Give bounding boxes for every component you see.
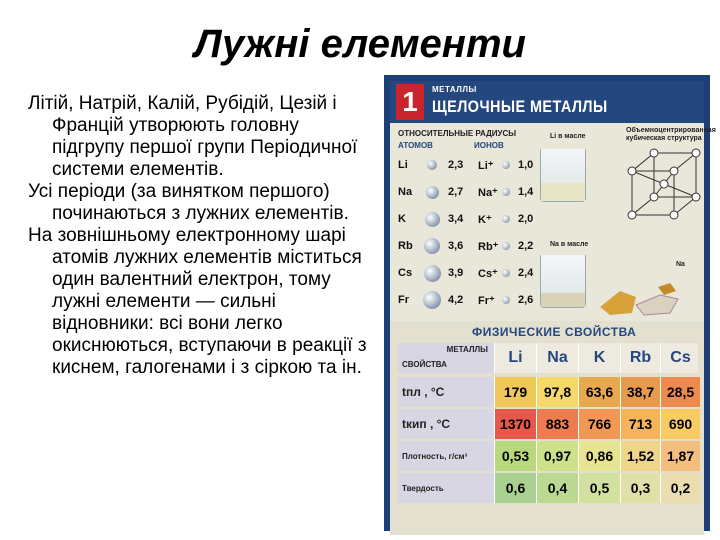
element-symbol: Cs <box>398 267 413 279</box>
poster-subtitle: МЕТАЛЛЫ <box>432 85 477 94</box>
radii-row <box>398 207 538 231</box>
ion-symbol: Li⁺ <box>478 160 494 172</box>
poster-number: 1 <box>396 84 424 120</box>
property-value: 0,3 <box>620 473 660 503</box>
bcc-lattice-icon <box>626 145 704 237</box>
radii-title: ОТНОСИТЕЛЬНЫЕ РАДИУСЫ <box>398 129 517 138</box>
ion-symbol: K⁺ <box>478 214 492 226</box>
metal-column-header: Rb <box>620 343 660 373</box>
property-value: 1,87 <box>660 441 700 471</box>
physical-title: ФИЗИЧЕСКИЕ СВОЙСТВА <box>472 325 637 339</box>
ion-sphere-icon <box>502 188 510 196</box>
element-symbol: K <box>398 213 406 225</box>
paragraph-2: Усі періоди (за винятком першого) починаються з лужних елементів. <box>28 181 349 224</box>
body-text <box>28 93 368 379</box>
ion-radius: 2,2 <box>518 240 534 252</box>
ion-symbol: Cs⁺ <box>478 268 498 280</box>
element-symbol: Rb <box>398 240 413 252</box>
na-metal-label: Na <box>676 261 685 268</box>
property-value: 0,6 <box>494 473 536 503</box>
property-value: 0,97 <box>536 441 578 471</box>
metal-column-header: Cs <box>660 343 700 373</box>
table-row <box>398 473 698 503</box>
table-header-row <box>398 343 698 373</box>
property-value: 63,6 <box>578 377 620 407</box>
property-value: 28,5 <box>660 377 700 407</box>
property-value: 0,86 <box>578 441 620 471</box>
property-value: 179 <box>494 377 536 407</box>
table-row <box>398 409 698 439</box>
property-value: 713 <box>620 409 660 439</box>
table-row <box>398 377 698 407</box>
paragraph-3: На зовнішньому електронному шарі атомів лужних елементів міститься один валентний електрон, тому лужні елементи — сильні відновники: всі вони легко окиснюються, вступаючи в реакції з киснем, галогенами і з сіркою та ін. <box>28 225 367 378</box>
alkali-metals-poster <box>384 75 716 531</box>
atom-radius: 3,4 <box>448 213 464 225</box>
ion-sphere-icon <box>502 215 510 223</box>
radii-row <box>398 180 538 204</box>
radii-row <box>398 261 538 285</box>
radii-atoms-label: АТОМОВ <box>398 141 433 150</box>
property-value: 0,4 <box>536 473 578 503</box>
property-value: 1,52 <box>620 441 660 471</box>
ion-radius: 1,0 <box>518 159 534 171</box>
li-oil-label: Li в масле <box>550 133 586 140</box>
poster-banner <box>390 81 704 123</box>
atom-radius: 3,6 <box>448 240 464 252</box>
property-value: 883 <box>536 409 578 439</box>
property-value: 766 <box>578 409 620 439</box>
metal-column-header: Na <box>536 343 578 373</box>
ion-radius: 2,0 <box>518 213 534 225</box>
property-label: Плотность, г/см³ <box>398 441 494 471</box>
corner-properties-label: СВОЙСТВА <box>402 360 447 369</box>
property-value: 0,53 <box>494 441 536 471</box>
ion-sphere-icon <box>502 242 510 250</box>
property-value: 0,5 <box>578 473 620 503</box>
crystal-label: Объемноцентрированная кубическая структура <box>626 127 716 142</box>
metal-column-header: K <box>578 343 620 373</box>
physical-properties-panel <box>390 321 704 535</box>
ion-symbol: Rb⁺ <box>478 241 499 253</box>
table-row <box>398 441 698 471</box>
ion-radius: 2,4 <box>518 267 534 279</box>
property-label: Твердость <box>398 473 494 503</box>
ion-sphere-icon <box>502 296 510 304</box>
atom-sphere-icon <box>427 160 437 170</box>
ion-sphere-icon <box>502 161 510 169</box>
atom-sphere-icon <box>424 265 441 282</box>
corner-metals-label: МЕТАЛЛЫ <box>446 345 488 354</box>
property-value: 38,7 <box>620 377 660 407</box>
atom-radius: 2,3 <box>448 159 464 171</box>
ion-symbol: Na⁺ <box>478 187 498 199</box>
table-corner <box>398 343 494 373</box>
radii-row <box>398 234 538 258</box>
property-value: 690 <box>660 409 700 439</box>
ion-radius: 2,6 <box>518 294 534 306</box>
element-symbol: Fr <box>398 294 409 306</box>
radii-row <box>398 153 538 177</box>
metal-column-header: Li <box>494 343 536 373</box>
page-title: Лужні елементи <box>194 22 526 66</box>
atom-sphere-icon <box>426 186 439 199</box>
property-value: 97,8 <box>536 377 578 407</box>
property-value: 1370 <box>494 409 536 439</box>
li-beaker-icon <box>540 149 586 202</box>
atom-sphere-icon <box>424 238 440 254</box>
atom-sphere-icon <box>425 212 440 227</box>
element-symbol: Li <box>398 159 408 171</box>
paragraph-1: Літій, Натрій, Калій, Рубідій, Цезій і Францій утворюють головну підгрупу першої групи Періодичної системи елементів. <box>28 93 358 180</box>
atom-radius: 4,2 <box>448 294 464 306</box>
na-oil-label: Na в масле <box>550 241 589 248</box>
property-value: 0,2 <box>660 473 700 503</box>
ion-symbol: Fr⁺ <box>478 295 495 307</box>
poster-heading: ЩЕЛОЧНЫЕ МЕТАЛЛЫ <box>432 97 608 116</box>
ion-sphere-icon <box>502 269 510 277</box>
ion-radius: 1,4 <box>518 186 534 198</box>
atom-radius: 3,9 <box>448 267 464 279</box>
property-label: tпл , °C <box>398 377 494 407</box>
na-metal-pieces-icon <box>540 277 690 317</box>
radii-row <box>398 288 538 312</box>
radii-ions-label: ИОНОВ <box>474 141 504 150</box>
atom-sphere-icon <box>423 291 441 309</box>
property-label: tкип , °C <box>398 409 494 439</box>
element-symbol: Na <box>398 186 413 198</box>
atom-radius: 2,7 <box>448 186 464 198</box>
